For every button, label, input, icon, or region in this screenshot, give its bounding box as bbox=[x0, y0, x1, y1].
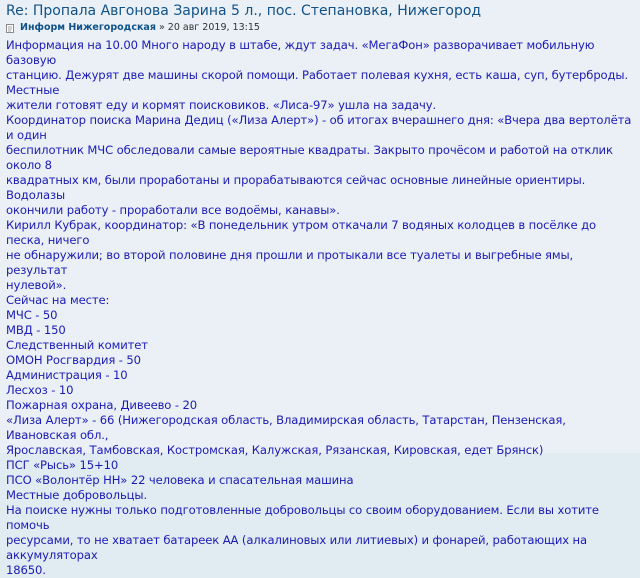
content-line: Следственный комитет bbox=[6, 338, 148, 352]
content-line: нулевой». bbox=[6, 278, 67, 292]
content-line: Сейчас на месте: bbox=[6, 293, 110, 307]
content-line: жители готовят еду и кормят поисковиков. «Лиса-97» ушла на задачу. bbox=[6, 98, 437, 112]
post-title[interactable]: Re: Пропала Авгонова Зарина 5 л., пос. Степановка, Нижегород bbox=[6, 3, 482, 19]
content-line: МВД - 150 bbox=[6, 323, 66, 337]
content-line: окончили работу - проработали все водоёмы, канавы». bbox=[6, 203, 340, 217]
content-line: ПСО «Волонтёр НН» 22 человека и спасательная машина bbox=[6, 473, 354, 487]
content-line: Ярославская, Тамбовская, Костромская, Калужская, Рязанская, Кировская, едет Брянск) bbox=[6, 443, 544, 457]
content-line: Координатор поиска Марина Дедиц («Лиза Алерт») - об итогах вчерашнего дня: «Вчера два вертолёта и один bbox=[6, 113, 632, 142]
content-line: беспилотник МЧС обследовали самые вероятные квадраты. Закрыто прочёсом и работой на отклик около 8 bbox=[6, 143, 613, 172]
content-line: Лесхоз - 10 bbox=[6, 383, 74, 397]
content-line: Местные добровольцы. bbox=[6, 488, 148, 502]
content-line: квадратных км, были проработаны и прорабатываются сейчас основные линейные ориентиры. Водолазы bbox=[6, 173, 586, 202]
content-line: «Лиза Алерт» - 66 (Нижегородская область, Владимирская область, Татарстан, Пензенская, Ивановская обл., bbox=[6, 413, 566, 442]
post-meta bbox=[6, 22, 634, 34]
content-line: станцию. Дежурят две машины скорой помощи. Работает полевая кухня, есть каша, суп, бутерброды. Местные bbox=[6, 68, 629, 97]
content-line: Администрация - 10 bbox=[6, 368, 128, 382]
post-document-icon[interactable] bbox=[6, 24, 14, 33]
content-line: ОМОН Росгвардия - 50 bbox=[6, 353, 141, 367]
post-author[interactable]: Информ Нижегородская bbox=[20, 22, 156, 33]
post-date: » 20 авг 2019, 13:15 bbox=[158, 22, 260, 33]
content-line: не обнаружили; во второй половине дня прошли и протыкали все туалеты и выгребные ямы, результат bbox=[6, 248, 574, 277]
content-line: ресурсами, то не хватает батареек АА (алкалиновых или литиевых) и фонарей, работающих на аккумуляторах bbox=[6, 533, 587, 562]
content-line: 18650. bbox=[6, 563, 46, 577]
content-line: МЧС - 50 bbox=[6, 308, 58, 322]
content-line: Пожарная охрана, Дивеево - 20 bbox=[6, 398, 197, 412]
content-line: Информация на 10.00 Много народу в штабе, ждут задач. «МегаФон» разворачивает мобильную базовую bbox=[6, 38, 595, 67]
content-line: ПСГ «Рысь» 15+10 bbox=[6, 458, 119, 472]
content-line: Кирилл Кубрак, координатор: «В понедельник утром откачали 7 водяных колодцев в посёлке до песка, ничего bbox=[6, 218, 596, 247]
post-content bbox=[6, 38, 634, 578]
content-line: На поиске нужны только подготовленные добровольцы со своим оборудованием. Если вы хотите помочь bbox=[6, 503, 599, 532]
